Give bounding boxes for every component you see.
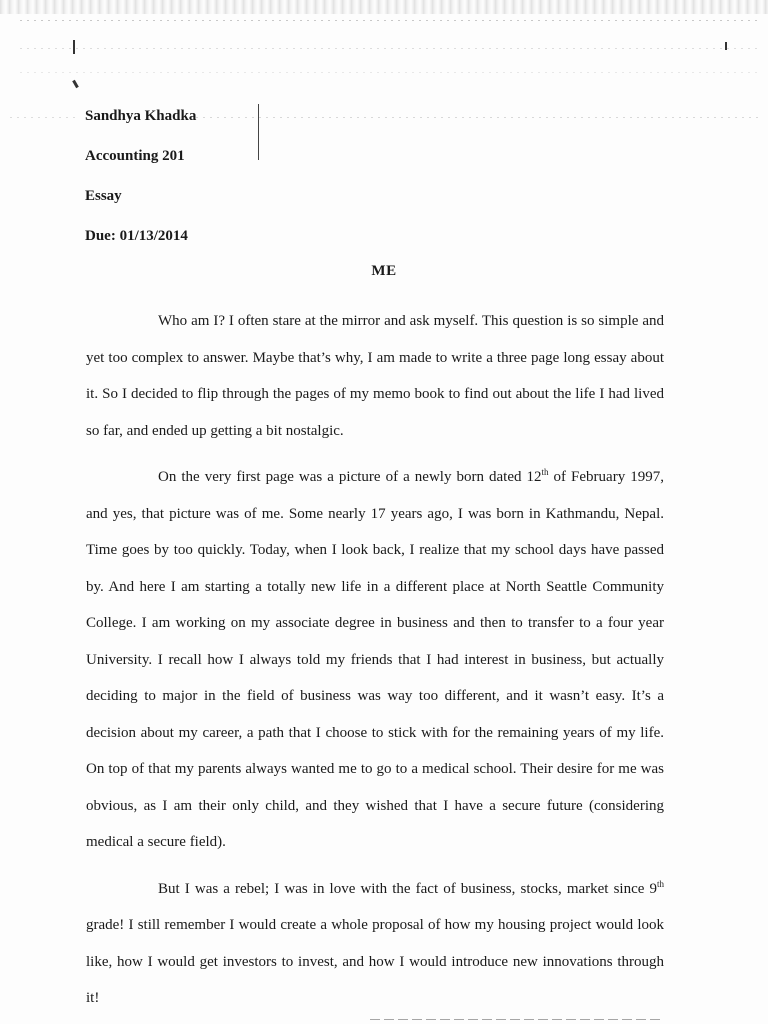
scan-noise-top <box>0 0 768 14</box>
paragraph-3-text-b: grade! I still remember I would create a whole proposal of how my housing project would look like, how I would get investors to invest, and how I would introduce new innovations through it! <box>86 917 664 1006</box>
paragraph-2-text-a: On the very first page was a picture of a newly born dated 12 <box>158 469 542 485</box>
paragraph-1 <box>86 303 664 449</box>
document-type: Essay <box>85 188 122 204</box>
paragraph-2 <box>86 459 664 861</box>
scan-mark <box>725 42 727 50</box>
scan-bottom-rule <box>370 1019 660 1020</box>
paragraph-3-text-a: But I was a rebel; I was in love with the fact of business, stocks, market since 9 <box>158 880 657 897</box>
due-date: Due: 01/13/2014 <box>85 228 188 244</box>
scan-noise-line <box>196 117 761 118</box>
essay-body <box>86 303 664 1017</box>
author-name: Sandhya Khadka <box>85 108 197 124</box>
essay-title: ME <box>371 263 397 279</box>
paragraph-3 <box>86 871 664 1017</box>
scan-noise-line <box>20 48 760 49</box>
scan-mark <box>73 40 75 54</box>
scan-noise-line <box>10 117 80 118</box>
paragraph-2-text-b: of February 1997, and yes, that picture was of me. Some nearly 17 years ago, I was born in Kathmandu, Nepal. Time goes by too quickly. Today, when I look back, I realize that my school days have passed by. And here I am starting a totally new life in a different place at North Seattle Community College. I am working on my associate degree in business and then to transfer to a four year University. I recall how I always told my friends that I had interest in business, but actually deciding to major in the field of business was way too different, and it wasn’t easy. It’s a decision about my career, a path that I choose to stick with for the remaining years of my life. On top of that my parents always wanted me to go to a medical school. Their desire for me was obvious, as I am their only child, and they wished that I have a secure future (considering medical a secure field). <box>86 469 664 850</box>
scan-noise-line <box>20 20 760 21</box>
scan-noise-line <box>20 72 760 73</box>
paragraph-1-text: Who am I? I often stare at the mirror and ask myself. This question is so simple and yet too complex to answer. Maybe that’s why, I am made to write a three page long essay about it. So I decided to flip through the pages of my memo book to find out about the life I had lived so far, and ended up getting a bit nostalgic. <box>86 313 664 439</box>
ordinal-suffix: th <box>541 467 549 477</box>
ordinal-suffix: th <box>656 878 664 889</box>
course-name: Accounting 201 <box>85 148 185 164</box>
scan-mark <box>72 80 79 88</box>
scan-mark <box>258 104 259 160</box>
